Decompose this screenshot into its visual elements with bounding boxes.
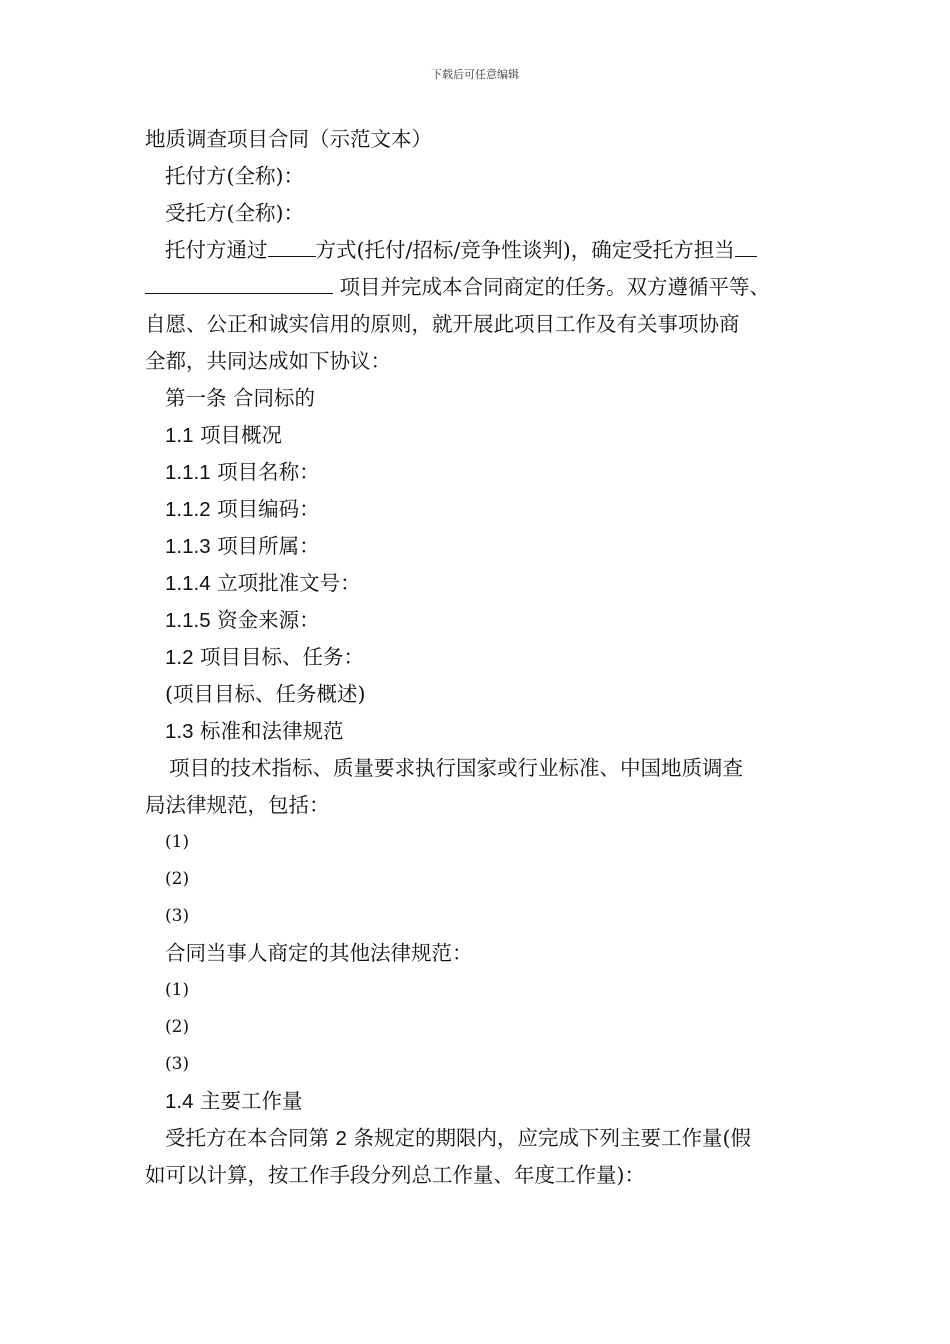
list-item: (1) bbox=[165, 832, 190, 852]
section-1-4-body-line-1 bbox=[145, 1120, 825, 1157]
section-1-4-body-line-2: 如可以计算，按工作手段分列总工作量、年度工作量)： bbox=[145, 1163, 645, 1187]
clause-number: 2 bbox=[335, 1127, 347, 1150]
section-1-1-3 bbox=[145, 528, 825, 565]
section-1-3-body-line-1: 项目的技术指标、质量要求执行国家或行业标准、中国地质调查 bbox=[169, 756, 743, 780]
section-text: 主要工作量 bbox=[200, 1089, 303, 1113]
section-1-4 bbox=[145, 1083, 825, 1120]
section-number: 1.1.5 bbox=[165, 609, 211, 632]
list-item: (2) bbox=[165, 1017, 190, 1037]
list-item: (2) bbox=[165, 869, 190, 889]
section-number: 1.3 bbox=[165, 720, 194, 743]
section-text: 标准和法律规范 bbox=[200, 719, 344, 743]
intro-line-2 bbox=[145, 269, 825, 306]
section-1-1-4 bbox=[145, 565, 825, 602]
list-item: (3) bbox=[165, 1054, 190, 1074]
section-text: 资金来源： bbox=[217, 608, 320, 632]
project-blank bbox=[145, 275, 333, 294]
section-text: 立项批准文号： bbox=[217, 571, 361, 595]
section-text: 项目名称： bbox=[217, 460, 320, 484]
section-1-1-2 bbox=[145, 491, 825, 528]
section-text: 项目目标、任务： bbox=[200, 645, 365, 669]
section-1-3-body-line-2: 局法律规范，包括： bbox=[145, 793, 330, 817]
section-text: 项目概况 bbox=[200, 423, 283, 447]
intro-text-c: 项目并完成本合同商定的任务。双方遵循平等、 bbox=[339, 275, 771, 299]
body-text-a: 受托方在本合同第 bbox=[165, 1126, 329, 1150]
section-text: 项目编码： bbox=[217, 497, 320, 521]
project-blank-start bbox=[735, 238, 757, 257]
list-item: (3) bbox=[165, 906, 190, 926]
document-title: 地质调查项目合同（示范文本） bbox=[145, 127, 432, 151]
document-body bbox=[145, 121, 825, 1194]
section-number: 1.1.4 bbox=[165, 572, 211, 595]
section-text: 项目所属： bbox=[217, 534, 320, 558]
section-number: 1.1.3 bbox=[165, 535, 211, 558]
entrusting-party-line: 托付方(全称)： bbox=[165, 164, 304, 188]
list-item: (1) bbox=[165, 980, 190, 1000]
section-1-2-note: (项目目标、任务概述) bbox=[165, 682, 366, 706]
intro-line-4: 全都，共同达成如下协议： bbox=[145, 349, 391, 373]
intro-line-1 bbox=[145, 232, 825, 269]
section-number: 1.1 bbox=[165, 424, 194, 447]
method-blank bbox=[268, 238, 316, 257]
intro-text-b: 方式(托付/招标/竞争性谈判)，确定受托方担当 bbox=[315, 238, 735, 262]
section-number: 1.2 bbox=[165, 646, 194, 669]
section-1-1-5 bbox=[145, 602, 825, 639]
section-number: 1.1.1 bbox=[165, 461, 211, 484]
section-1-1-1 bbox=[145, 454, 825, 491]
entrusted-party-line: 受托方(全称)： bbox=[165, 201, 304, 225]
section-number: 1.4 bbox=[165, 1090, 194, 1113]
other-norms-line: 合同当事人商定的其他法律规范： bbox=[165, 941, 473, 965]
section-1-3 bbox=[145, 713, 825, 750]
intro-text-a: 托付方通过 bbox=[165, 238, 268, 262]
intro-line-3: 自愿、公正和诚实信用的原则，就开展此项目工作及有关事项协商 bbox=[145, 312, 740, 336]
article-1-heading: 第一条 合同标的 bbox=[165, 386, 316, 410]
section-1-2 bbox=[145, 639, 825, 676]
section-number: 1.1.2 bbox=[165, 498, 211, 521]
header-note: 下载后可任意编辑 bbox=[431, 68, 519, 81]
section-1-1 bbox=[145, 417, 825, 454]
body-text-b: 条规定的期限内，应完成下列主要工作量(假 bbox=[353, 1126, 751, 1150]
